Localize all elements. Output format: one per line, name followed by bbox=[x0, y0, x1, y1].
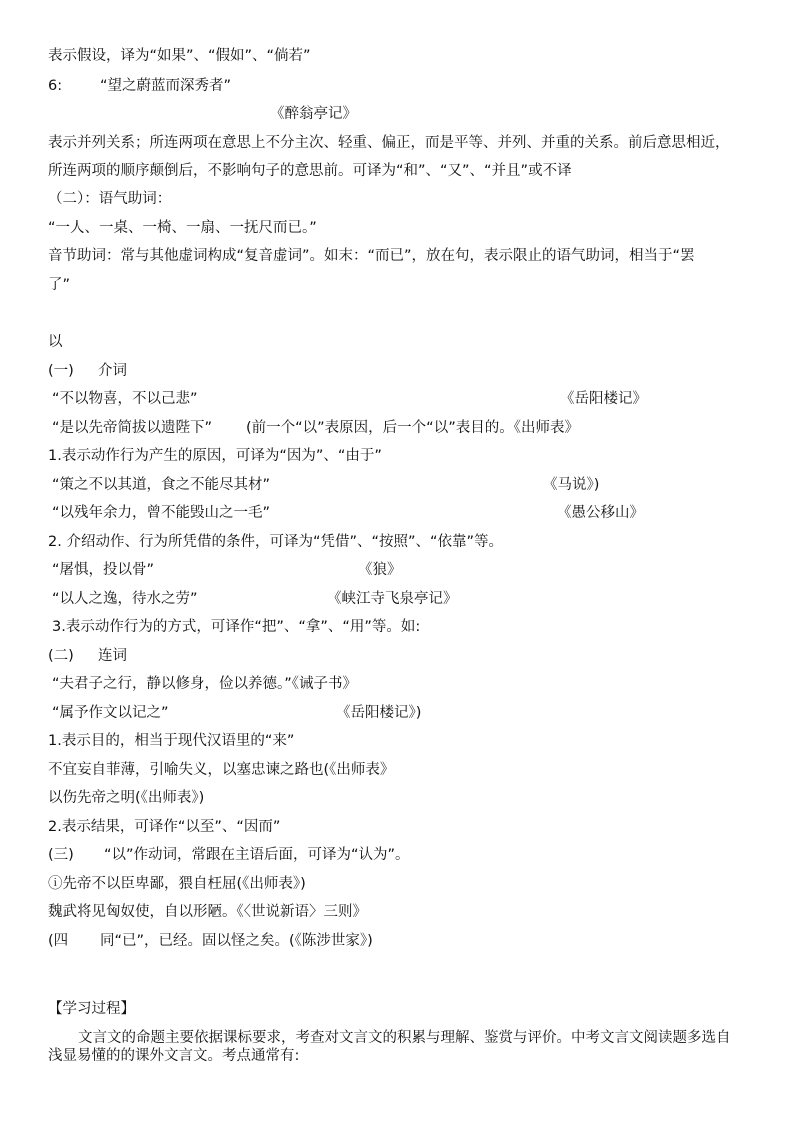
text-line: 1.表示动作行为产生的原因，可译为“因为”、“由于” bbox=[48, 448, 382, 464]
text-line: 2.表示结果，可译作“以至”、“因而” bbox=[48, 819, 281, 835]
quote-line: “一人、一桌、一椅、一扇、一抚尺而已。” bbox=[48, 220, 317, 236]
section-number: (四 bbox=[48, 933, 69, 949]
section-heading: （二）：语气助词： bbox=[48, 191, 172, 207]
character-heading: 以 bbox=[48, 334, 63, 350]
quote-line: “夫君子之行，静以修身，俭以养德。”《诫子书》 bbox=[52, 676, 358, 692]
text-line: 表示假设，译为“如果”、“假如”、“倘若” bbox=[48, 48, 311, 64]
quote-line: “策之不以其道，食之不能尽其材” bbox=[52, 477, 271, 493]
quote-line: “以人之逸，待水之劳” bbox=[52, 591, 198, 607]
section-heading: 介词 bbox=[98, 363, 127, 379]
quote-line: “是以先帝简拔以遗陛下” bbox=[52, 420, 213, 436]
source-citation: 《马说》) bbox=[543, 477, 600, 493]
source-citation: 《狼》 bbox=[358, 562, 402, 578]
section-number: (二) bbox=[48, 648, 74, 664]
quote-line: “望之蔚蓝而深秀者” bbox=[100, 78, 232, 94]
source-citation: 《峡江寺飞泉亭记》 bbox=[327, 591, 458, 607]
section-heading: 连词 bbox=[98, 648, 127, 664]
source-citation: 《愚公移山》 bbox=[557, 505, 644, 521]
text-line: 所连两项的顺序颠倒后，不影响句子的意思前。可译为“和”、“又”、“并且”或不译 bbox=[48, 163, 572, 179]
note-line: (前一个“以”表原因，后一个“以”表目的。《出师表》 bbox=[246, 420, 579, 436]
text-line: 了” bbox=[48, 277, 71, 293]
text-line: ⓘ先帝不以臣卑鄙，猥自枉屈(《出师表》) bbox=[48, 876, 306, 892]
section-number: (一) bbox=[48, 363, 74, 379]
text-line: 1.表示目的，相当于现代汉语里的“来” bbox=[48, 733, 295, 749]
source-citation: 《岳阳楼记》 bbox=[560, 391, 647, 407]
text-line: 2. 介绍动作、行为所凭借的条件，可译为“凭借”、“按照”、“依靠”等。 bbox=[48, 534, 504, 550]
text-line: 3.表示动作行为的方式，可译作“把”、“拿”、“用”等。如: bbox=[52, 619, 421, 635]
quote-line: “不以物喜，不以己悲” bbox=[52, 391, 198, 407]
text-line: 文言文的命题主要依据课标要求，考查对文言文的积累与理解、鉴赏与评价。中考文言文阅读题多选自 bbox=[78, 1030, 731, 1046]
source-citation: 《醉翁亭记》 bbox=[270, 106, 357, 122]
text-line: 不宜妄自菲薄，引喻失义，以塞忠谏之路也(《出师表》 bbox=[48, 762, 395, 778]
quote-line: “以残年余力，曾不能毁山之一毛” bbox=[52, 505, 271, 521]
text-line: 以伤先帝之明(《出师表》) bbox=[48, 790, 205, 806]
section-heading: 【学习过程】 bbox=[48, 1001, 135, 1017]
text-line: 表示并列关系；所连两项在意思上不分主次、轻重、偏正，而是平等、并列、并重的关系。前后意思相近， bbox=[48, 135, 730, 151]
text-line: 音节助词：常与其他虚词构成“复音虚词”。如末：“而已”，放在句，表示限止的语气助词，相当于“罢 bbox=[48, 248, 695, 264]
section-heading: “以”作动词，常跟在主语后面，可译为“认为”。 bbox=[104, 847, 410, 863]
quote-line: “属予作文以记之” bbox=[52, 705, 169, 721]
source-citation: 《岳阳楼记》) bbox=[336, 705, 422, 721]
text-line: 浅显易懂的的课外文言文。考点通常有: bbox=[48, 1048, 300, 1064]
text-line: 同“已”，已经。固以怪之矣。(《陈涉世家》) bbox=[100, 933, 373, 949]
text-line: 魏武将见匈奴使，自以形陋。《〈世说新语〉三则》 bbox=[48, 904, 367, 920]
item-number: 6: bbox=[48, 78, 63, 94]
quote-line: “屠惧，投以骨” bbox=[52, 562, 155, 578]
section-number: (三) bbox=[48, 847, 74, 863]
